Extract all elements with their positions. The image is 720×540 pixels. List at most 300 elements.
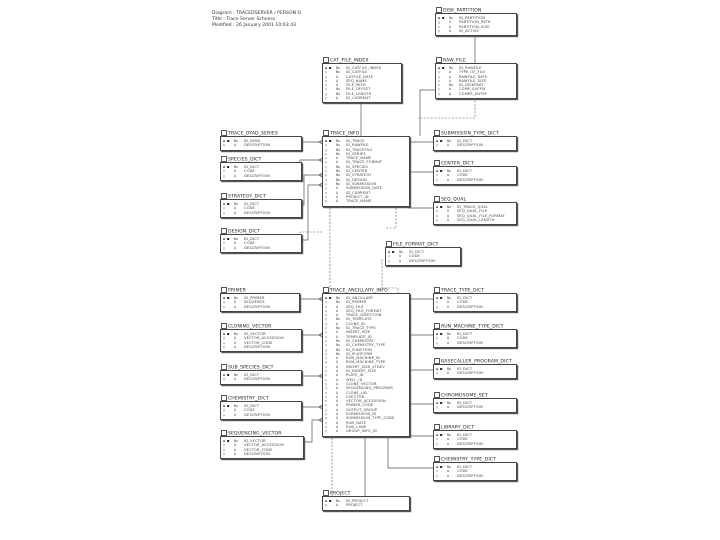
key-marker: ◆ ■ [436,139,443,143]
key-marker: ○ [223,206,226,211]
key-marker: ◆ ■ [325,296,332,300]
key-marker: ○ [325,169,328,174]
key-marker: ○ [223,336,226,341]
entity-name: STRATEGY_DICT [228,194,266,200]
type-marker: Nu [336,143,341,148]
column-name: CODE [457,300,468,305]
column-name: ID_DICT [457,169,473,173]
key-marker: ◆ ■ [388,250,395,254]
column-row [223,174,299,178]
type-marker: A [336,394,339,399]
entity-icon [221,323,227,329]
column-name: ID_CURRENT [346,96,371,101]
column-name: DESCRIPTION [457,177,483,182]
key-marker: ○ [325,381,328,386]
entity-name: SUBMISSION_TYPE_DICT [441,131,499,137]
type-marker: A [447,441,450,446]
column-name: ID_DICT [244,404,260,408]
entity-title [221,193,266,201]
key-marker: ○ [223,340,226,345]
entity-columns [323,294,409,436]
entity-trace-info [322,131,410,207]
key-marker: ◆ ■ [436,401,443,405]
entity-basecall-program [433,359,517,379]
column-name: CATFILE_DATE [346,74,374,79]
column-name: DESCRIPTION [409,258,435,263]
column-name: ID_DICT [457,296,473,300]
type-marker: Nu [447,465,452,469]
column-name: PRIMER_CODE [346,403,374,408]
type-marker: A [336,390,339,395]
type-marker: A [449,24,452,29]
type-marker: A [336,429,339,434]
entity-name: PROJECT [330,491,351,497]
key-marker: ○ [325,399,328,404]
column-name: ID_DICT [409,250,425,254]
type-marker: A [449,87,452,92]
type-marker: Nu [447,169,452,173]
column-name: ID_DICT [244,202,260,206]
column-name: ID_PROJECT [346,499,369,503]
entity-columns [221,402,301,419]
key-marker: ○ [325,356,328,361]
entity-sequencing-vector [220,431,304,459]
type-marker: A [234,412,237,417]
key-marker: ○ [325,377,328,382]
type-marker: Nu [336,343,341,348]
type-marker: A [234,173,237,178]
key-marker: ○ [325,87,328,92]
type-marker: A [399,254,402,259]
column-name: RUN_MACHINE_ID [346,356,381,361]
entity-name: SPECIES_DICT [228,157,262,163]
type-marker: A [336,83,339,88]
column-name: ID_DICT [457,433,473,437]
type-marker: Nu [234,332,239,336]
column-name: SEQ_QUAL_LENGTH [457,217,495,222]
type-marker: A [336,78,339,83]
type-marker: A [447,371,450,376]
column-name: SEQ_FILE_FORMAT [346,308,382,313]
column-row [325,503,407,507]
diagram-header [212,11,301,28]
key-marker: ○ [325,156,328,161]
entity-columns [434,399,516,412]
type-marker: Nu [234,373,239,377]
type-marker: A [234,340,237,345]
column-name: ID_VECTOR [244,332,266,336]
key-marker: ○ [325,416,328,421]
column-name: ID_DICT [457,401,473,405]
key-marker: ○ [436,441,439,446]
key-marker: ○ [388,258,391,263]
entity-name: RUN_MACHINE_TYPE_DICT [441,324,504,330]
entity-icon [434,323,440,329]
entity-columns [221,137,301,150]
column-row [325,96,399,100]
column-name: GROUP_INFO_ID [346,429,377,434]
column-row [436,143,514,147]
type-marker: A [234,447,237,452]
column-row [223,452,301,456]
type-marker: A [447,177,450,182]
type-marker: Nu [336,147,341,152]
type-marker: A [447,473,450,478]
key-marker: ○ [325,177,328,182]
entity-name: PRIMER [228,288,246,294]
entity-title [221,156,261,164]
entity-title [221,228,260,236]
type-marker: A [336,377,339,382]
key-marker: ○ [325,503,328,508]
key-marker: ○ [223,377,226,382]
key-marker: ○ [325,143,328,148]
entity-columns [434,431,516,448]
relationship-line [300,160,322,168]
key-marker: ○ [325,91,328,96]
column-name: DESCRIPTION [244,245,270,250]
type-marker: A [336,330,339,335]
column-name: ID_TRACE_QUAL [457,205,489,209]
key-marker: ○ [325,74,328,79]
key-marker: ◆ ■ [223,296,230,300]
type-marker: Nu [336,139,341,143]
column-name: DESCRIPTION [457,304,483,309]
type-marker: Nu [447,433,452,437]
entity-columns [386,248,460,265]
entity-icon [221,156,227,162]
column-row [436,442,514,446]
column-name: DESCRIPTION [244,304,270,309]
column-name: CLONE_VECTOR [346,381,377,386]
entity-name: TRACE_DYAD_SERIES [228,131,278,137]
type-marker: A [234,241,237,246]
column-name: ID_DESIGN [346,177,367,182]
column-name: RAWFILE_DATE [459,74,488,79]
key-marker: ○ [223,143,226,148]
type-marker: A [336,190,339,195]
header-diagram: Diagram : TRACEDSERVER / PERSON O [212,11,302,16]
column-name: INSERT_SIZE [346,330,371,335]
column-row [223,143,299,147]
type-marker: A [447,437,450,442]
key-marker: ◆ ■ [436,433,443,437]
type-marker: A [234,451,237,456]
key-marker: ○ [325,190,328,195]
entity-submission-type [433,131,517,151]
type-marker: Nu [336,70,341,75]
key-marker: ◆ ■ [223,404,230,408]
type-marker: Nu [449,16,454,20]
key-marker: ○ [325,424,328,429]
column-name: ID_CURRENT [346,190,371,195]
column-name: DESCRIPTION [244,344,270,349]
key-marker: ○ [325,304,328,309]
column-name: ID_CHEMISTRY [346,338,375,343]
column-name: FILE_OFFSET [346,87,371,92]
key-marker: ◆ ■ [438,16,445,20]
entity-name: DISK_PARTITION [443,8,482,14]
column-name: SUBMISSION_TYPE_CODE [346,416,395,421]
column-name: ID_DICT [457,367,473,371]
key-marker: ◆ ■ [325,66,332,70]
entity-icon [221,228,227,234]
column-name: CLONE_LIB [346,390,367,395]
column-name: SUBMISSION_DATE [346,186,383,191]
column-row [436,305,514,309]
key-marker: ◆ ■ [436,205,443,209]
type-marker: A [336,424,339,429]
column-name: TRACE_NAME [346,199,372,204]
column-row [438,29,514,33]
type-marker: A [336,416,339,421]
column-name: COMPR_ENTRY [459,91,488,96]
entity-sub-species [220,365,302,385]
relationship-line [300,232,322,240]
type-marker: A [447,469,450,474]
key-marker: ○ [325,173,328,178]
column-name: PROJECT_ID [346,194,369,199]
entity-design-dict [220,229,302,253]
key-marker: ○ [223,447,226,452]
key-marker: ◆ ■ [223,373,230,377]
type-marker: Nu [336,173,341,178]
column-name: ID_DICT [457,332,473,336]
key-marker: ◆ ■ [223,237,230,241]
type-marker: A [447,336,450,341]
key-marker: ○ [325,351,328,356]
column-name: ID_SPECIES [346,164,368,169]
column-name: ID_RAWFILE [459,66,482,70]
key-marker: ○ [325,78,328,83]
entity-name: CHROMOSOME_SET [441,393,488,399]
column-row [438,92,514,96]
key-marker: ○ [325,321,328,326]
entity-columns [434,463,516,480]
column-name: VECTOR_CODE [244,340,273,345]
key-marker: ○ [325,147,328,152]
key-marker: ○ [325,334,328,339]
column-name: FILE_LENGTH [346,91,372,96]
entity-title [434,358,512,366]
column-name: ID_ACTIVE [459,28,479,33]
column-name: ID_SERIES [346,151,366,156]
entity-icon [386,241,392,247]
key-marker: ○ [325,330,328,335]
type-marker: A [447,304,450,309]
entity-columns [434,167,516,184]
type-marker: A [336,399,339,404]
type-marker: A [449,78,452,83]
key-marker: ○ [325,394,328,399]
column-name: VECTOR_ACCESSION [244,443,284,448]
key-marker: ○ [325,364,328,369]
entity-title [323,490,351,498]
key-marker: ○ [325,317,328,322]
key-marker: ○ [436,371,439,376]
column-name: DESCRIPTION [244,143,270,148]
column-name: DESCRIPTION [457,340,483,345]
column-row [223,345,299,349]
key-marker: ◆ ■ [223,165,230,169]
type-marker: A [234,408,237,413]
type-marker: Nu [234,165,239,169]
type-marker: A [336,381,339,386]
column-row [436,218,514,222]
key-marker: ○ [325,151,328,156]
column-row [325,199,407,203]
key-marker: ○ [438,83,441,88]
entity-name: SEQUENCING_VECTOR [228,431,282,437]
column-name: TEMPLATE_ID [346,334,372,339]
key-marker: ○ [388,254,391,259]
entity-run-machine-type [433,324,517,348]
type-marker: Nu [234,139,239,143]
column-name: ID_TEMPLATE [346,317,372,322]
column-name: ID_DICT [457,139,473,143]
key-marker: ○ [223,304,226,309]
type-marker: Nu [447,367,452,371]
entity-raw-file [435,58,517,99]
entity-name: TRACE_ANCILLARY_INFO [330,288,388,294]
column-name: SUBMISSION_ID [346,412,377,417]
key-marker: ◆ ■ [436,169,443,173]
entity-title [434,287,484,295]
key-marker: ○ [325,412,328,417]
column-name: INSERT_SIZE_STDEV [346,364,385,369]
entity-title [434,456,496,464]
key-marker: ○ [325,160,328,165]
entity-title [221,395,269,403]
type-marker: A [336,308,339,313]
column-name: WELL_ID [346,377,363,382]
column-name: RAWFILE_SIZE [459,78,487,83]
type-marker: Nu [336,66,341,70]
key-marker: ◆ ■ [436,296,443,300]
key-marker: ○ [223,210,226,215]
key-marker: ○ [436,336,439,341]
column-name: ID_CENTER [346,169,368,174]
key-marker: ◆ ■ [438,66,445,70]
entity-columns [323,497,409,510]
column-name: TRACE_DIRECTION [346,313,382,318]
column-name: ID_PLATFORM [346,351,373,356]
key-marker: ○ [223,300,226,305]
column-row [436,474,514,478]
column-name: RUN_DATE [346,420,367,425]
type-marker: A [336,321,339,326]
column-name: RUN_MACHINE_TYPE [346,360,386,365]
column-name: ID_DISKPART [459,83,484,88]
entity-title [221,130,278,138]
entity-name: CAT_FILE_INDEX [330,58,369,64]
type-marker: A [336,369,339,374]
type-marker: A [234,210,237,215]
column-name: ID_VECTOR [244,439,266,443]
key-marker: □ [438,20,441,25]
type-marker: A [447,213,450,218]
column-name: SEQUENCE [244,300,265,305]
type-marker: A [336,74,339,79]
column-name: CVECTOR [346,394,365,399]
key-marker: ○ [223,173,226,178]
entity-title [434,160,474,168]
key-marker: ○ [436,173,439,178]
entity-columns [323,64,401,102]
type-marker: A [234,344,237,349]
entity-icon [221,287,227,293]
column-name: ID_DICT [244,165,260,169]
entity-columns [221,235,301,252]
type-marker: Nu [336,169,341,174]
column-row [436,178,514,182]
column-name: ID_DYAD [244,139,261,143]
column-name: DESCRIPTION [244,451,270,456]
entity-title [221,323,272,331]
column-row [436,405,514,409]
entity-name: DESIGN_DICT [228,229,261,235]
entity-icon [323,130,329,136]
key-marker: ◆ ■ [223,332,230,336]
entity-columns [221,294,299,311]
type-marker: A [336,386,339,391]
entity-icon [434,392,440,398]
column-name: DESCRIPTION [457,143,483,148]
entity-title [323,57,369,65]
key-marker: ○ [223,451,226,456]
key-marker: ○ [436,473,439,478]
column-name: ID_TRACE_TYPE [346,326,376,331]
column-name: COMP_SUFFIX [459,87,486,92]
entity-title [323,287,388,295]
type-marker: A [336,373,339,378]
entity-icon [323,490,329,496]
key-marker: ○ [223,344,226,349]
entity-seq-qual [433,197,517,225]
entity-primer [220,288,300,312]
entity-columns [434,330,516,347]
entity-columns [221,200,301,217]
column-name: CODE [244,408,255,413]
column-name: RUN_LANE [346,424,367,429]
entity-icon [221,430,227,436]
column-name: SEQ_QUAL_FILE [457,209,488,214]
column-name: SEQUENCING_PROGRAM [346,386,393,391]
column-name: ID_PARTITION [459,16,486,20]
column-row [436,341,514,345]
key-marker: ◆ ■ [325,139,332,143]
key-marker: ○ [325,429,328,434]
type-marker: A [447,173,450,178]
column-name: DESCRIPTION [457,441,483,446]
column-name: CLONE_ID [346,321,365,326]
entity-title [434,323,504,331]
column-name: ID_TRACE_FORMAT [346,160,383,165]
type-marker: Nu [447,139,452,143]
type-marker: A [336,407,339,412]
entity-trace-dyad [220,131,302,151]
type-marker: Nu [449,66,454,70]
column-name: CODE [457,336,468,341]
type-marker: A [449,91,452,96]
entity-chromosome-set [433,393,517,413]
key-marker: ○ [438,28,441,33]
column-name: DESCRIPTION [244,377,270,382]
key-marker: ◆ ■ [436,367,443,371]
entity-name: BASECALLER_PROGRAM_DICT [441,359,512,365]
entity-name: CENTER_DICT [441,161,474,167]
key-marker: ○ [223,169,226,174]
